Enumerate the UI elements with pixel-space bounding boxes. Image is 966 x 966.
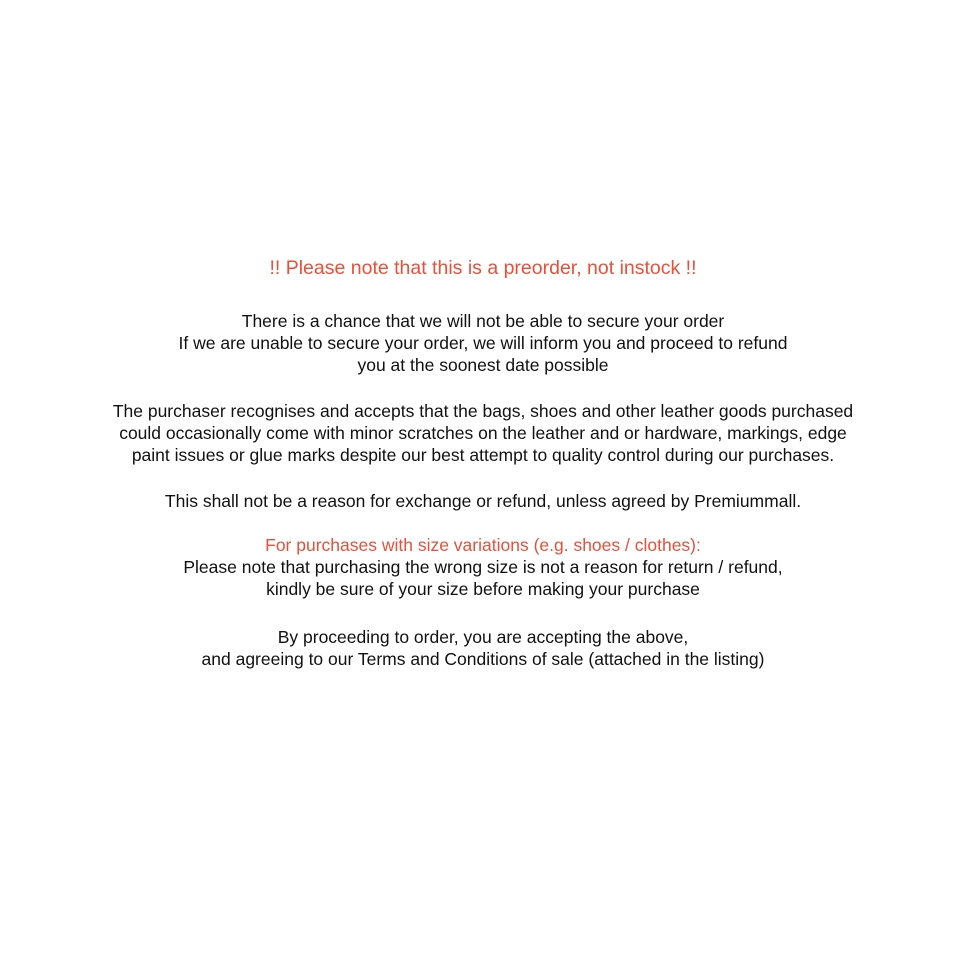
- purchaser-recognises-paragraph: The purchaser recognises and accepts that the bags, shoes and other leather goods purchased could occasionally come with minor scratches on the leather and or hardware, markings, edge paint issues or glue marks despite our best attempt to quality control during our purchases.: [112, 400, 854, 465]
- terms-and-conditions-line: and agreeing to our Terms and Conditions of sale (attached in the listing): [201, 648, 765, 669]
- secure-order-chance-line: There is a chance that we will not be able to secure your order: [241, 311, 725, 332]
- spacer-4: [110, 601, 856, 627]
- unable-to-secure-line: If we are unable to secure your order, we will inform you and proceed to refund you at the soonest date possible: [178, 333, 788, 376]
- accepting-above-line: By proceeding to order, you are accepting the above,: [277, 627, 689, 648]
- notice-content: [0, 255, 966, 671]
- spacer-2: [110, 467, 856, 491]
- not-a-reason-paragraph: This shall not be a reason for exchange or refund, unless agreed by Premiummall.: [164, 490, 802, 511]
- spacer-1: [110, 377, 856, 401]
- preorder-headline: !! Please note that this is a preorder, not instock !!: [269, 257, 697, 279]
- size-variations-body: Please note that purchasing the wrong size is not a reason for return / refund, kindly be sure of your size before making your purchase: [183, 557, 783, 600]
- spacer-3: [110, 512, 856, 535]
- size-variations-heading: For purchases with size variations (e.g. shoes / clothes):: [265, 535, 701, 556]
